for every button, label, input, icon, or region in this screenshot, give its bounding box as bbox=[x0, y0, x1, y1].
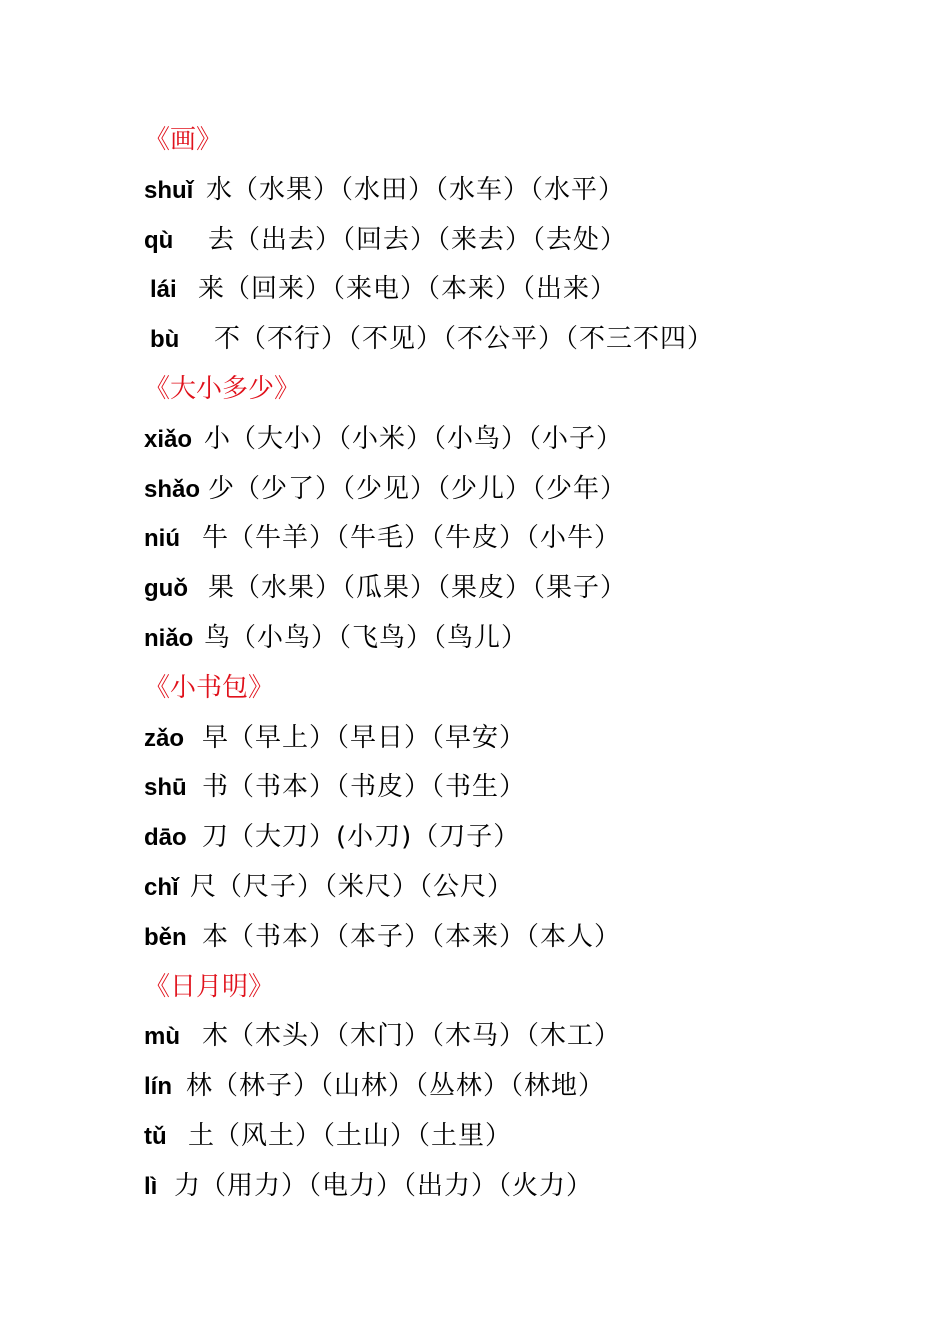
pinyin: bù bbox=[150, 326, 180, 354]
entry-row bbox=[144, 813, 904, 863]
entry-row bbox=[144, 763, 904, 813]
character: 来 bbox=[198, 274, 225, 305]
word-group: （用力）（电力）（出力）（火力） bbox=[200, 1170, 594, 1201]
entry-row bbox=[144, 1112, 904, 1162]
entry-row bbox=[144, 1062, 904, 1112]
word-group: （水果）（瓜果）（果皮）（果子） bbox=[234, 573, 628, 604]
word-group: （水果）（水田）（水车）（水平） bbox=[232, 174, 626, 205]
word-group: （大小）（小米）（小鸟）（小子） bbox=[230, 423, 624, 454]
pinyin: lín bbox=[144, 1073, 172, 1101]
word-group: （少了）（少见）（少儿）（少年） bbox=[234, 473, 628, 504]
entry-row bbox=[144, 863, 904, 913]
pinyin: chǐ bbox=[144, 873, 179, 901]
section-title: 《日月明》 bbox=[144, 971, 275, 1002]
character: 书 bbox=[202, 772, 229, 803]
word-group: （林子）（山林）（丛林）（林地） bbox=[212, 1071, 606, 1102]
entry-row bbox=[144, 1012, 904, 1062]
section-title: 《小书包》 bbox=[144, 672, 275, 703]
character: 不 bbox=[214, 324, 241, 355]
word-group: （木头）（木门）（木马）（木工） bbox=[228, 1021, 622, 1052]
entry-row bbox=[144, 465, 904, 515]
entry-row bbox=[144, 714, 904, 764]
word-group: （尺子）（米尺）（公尺） bbox=[216, 871, 515, 902]
character: 木 bbox=[202, 1021, 229, 1052]
pinyin: shǎo bbox=[144, 475, 201, 503]
entry-row bbox=[144, 166, 904, 216]
word-group: （书本）（本子）（本来）（本人） bbox=[228, 921, 622, 952]
character: 力 bbox=[174, 1170, 201, 1201]
pinyin: qù bbox=[144, 226, 174, 254]
pinyin: niǎo bbox=[144, 624, 194, 652]
word-group: （牛羊）（牛毛）（牛皮）（小牛） bbox=[228, 523, 622, 554]
word-group: （回来）（来电）（本来）（出来） bbox=[224, 274, 618, 305]
word-group: （风土）（土山）（土里） bbox=[214, 1120, 513, 1151]
entry-row bbox=[144, 265, 904, 315]
word-group: （出去）（回去）（来去）（去处） bbox=[234, 224, 628, 255]
pinyin: shuǐ bbox=[144, 176, 194, 204]
word-group: （小鸟）（飞鸟）（鸟儿） bbox=[230, 622, 529, 653]
character: 水 bbox=[206, 174, 233, 205]
word-list bbox=[144, 116, 904, 1212]
entry-row bbox=[144, 514, 904, 564]
pinyin: tǔ bbox=[144, 1122, 167, 1150]
pinyin: lì bbox=[144, 1172, 158, 1200]
character: 林 bbox=[186, 1071, 213, 1102]
pinyin: běn bbox=[144, 923, 187, 951]
character: 鸟 bbox=[204, 622, 231, 653]
character: 刀 bbox=[202, 822, 229, 853]
word-group: （不行）（不见）（不公平）（不三不四） bbox=[240, 324, 715, 355]
word-group: （早上）（早日）（早安） bbox=[228, 722, 527, 753]
word-group: （大刀）(小刀)（刀子） bbox=[228, 822, 521, 853]
entry-row bbox=[144, 315, 904, 365]
word-group: （书本）（书皮）（书生） bbox=[228, 772, 527, 803]
character: 去 bbox=[208, 224, 235, 255]
pinyin: dāo bbox=[144, 824, 187, 852]
character: 土 bbox=[188, 1120, 215, 1151]
character: 尺 bbox=[190, 871, 217, 902]
entry-row bbox=[144, 1162, 904, 1212]
entry-row bbox=[144, 216, 904, 266]
pinyin: shū bbox=[144, 774, 187, 802]
entry-row bbox=[144, 564, 904, 614]
character: 本 bbox=[202, 921, 229, 952]
character: 少 bbox=[208, 473, 235, 504]
character: 早 bbox=[202, 722, 229, 753]
section-title: 《画》 bbox=[144, 125, 223, 155]
pinyin: mù bbox=[144, 1023, 180, 1051]
character: 小 bbox=[204, 423, 231, 454]
entry-row bbox=[144, 614, 904, 664]
character: 果 bbox=[208, 573, 235, 604]
pinyin: xiǎo bbox=[144, 425, 193, 453]
entry-row bbox=[144, 415, 904, 465]
pinyin: lái bbox=[150, 276, 177, 304]
pinyin: zǎo bbox=[144, 724, 185, 752]
character: 牛 bbox=[202, 523, 229, 554]
entry-row bbox=[144, 913, 904, 963]
pinyin: guǒ bbox=[144, 575, 188, 603]
section-title: 《大小多少》 bbox=[144, 373, 301, 404]
pinyin: niú bbox=[144, 525, 180, 553]
